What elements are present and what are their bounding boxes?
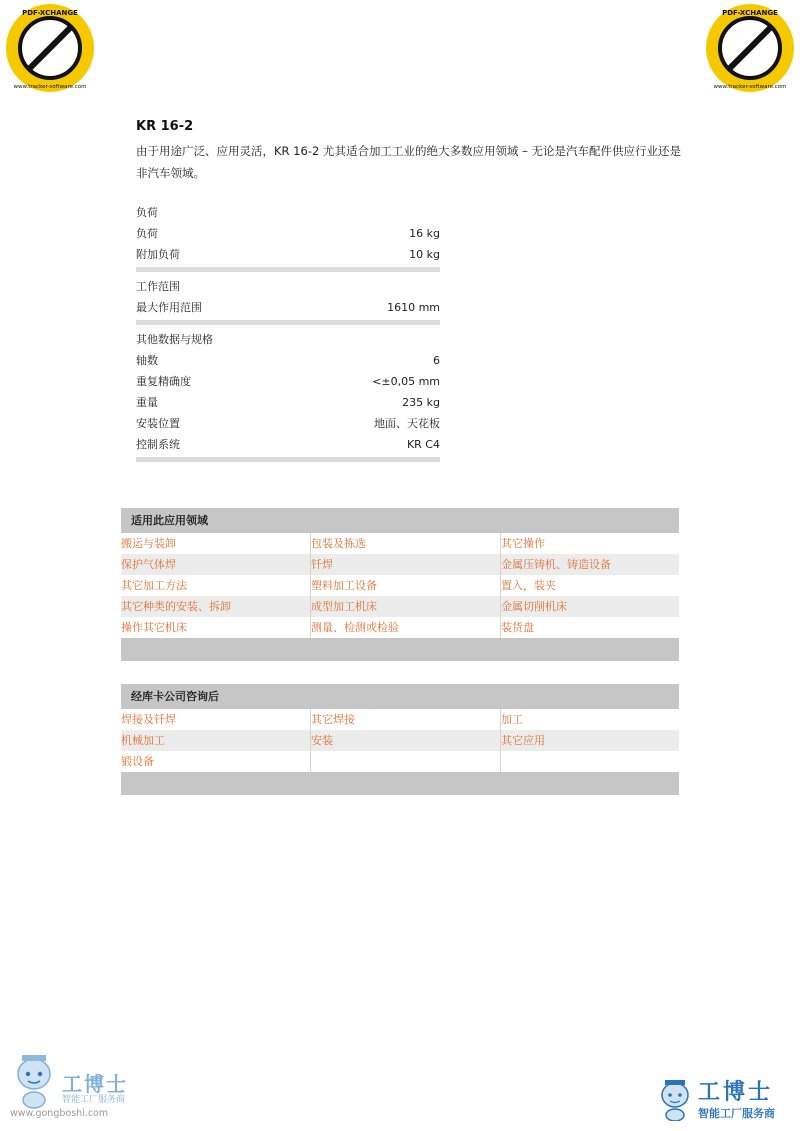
spec-heading: 负荷 (136, 206, 158, 219)
spec-label: 附加负荷 (136, 248, 180, 261)
application-link[interactable]: 成型加工机床 (311, 596, 501, 617)
spec-value: 235 kg (402, 396, 440, 409)
application-link[interactable]: 其它焊接 (311, 709, 501, 730)
mascot-icon (10, 1050, 58, 1110)
application-link[interactable]: 机械加工 (121, 730, 311, 751)
empty-cell (311, 751, 501, 772)
svg-text:PDF-XCHANGE: PDF-XCHANGE (722, 9, 778, 17)
table-footer-bar (121, 772, 679, 795)
table-row (121, 554, 679, 575)
consult-table (121, 684, 679, 795)
application-link[interactable]: 保护气体焊 (121, 554, 311, 575)
badge-seal-icon (704, 2, 796, 94)
logo-subtitle: 智能工厂服务商 (62, 1095, 126, 1105)
application-link[interactable]: 其它加工方法 (121, 575, 311, 596)
spec-label: 重量 (136, 396, 158, 409)
application-link[interactable]: 加工 (501, 713, 523, 726)
table-row (121, 730, 679, 751)
application-link[interactable]: 置入，装夹 (501, 579, 556, 592)
application-link[interactable]: 塑料加工设备 (311, 575, 501, 596)
svg-text:www.tracker-software.com: www.tracker-software.com (713, 84, 787, 90)
spec-value: <±0,05 mm (372, 375, 440, 388)
spec-label: 负荷 (136, 227, 158, 240)
spec-heading: 其他数据与规格 (136, 333, 213, 346)
table-row (121, 617, 679, 638)
spec-row (136, 350, 440, 371)
table-row (121, 533, 679, 554)
application-link[interactable]: 其它应用 (501, 734, 545, 747)
gongboshi-logo-right (656, 1075, 796, 1123)
logo-name: 工博士 (698, 1079, 774, 1105)
application-link[interactable]: 其它操作 (501, 537, 545, 550)
spec-row (136, 297, 440, 318)
applications-table (121, 508, 679, 661)
spec-row (136, 371, 440, 392)
badge-seal-icon (4, 2, 96, 94)
spec-value: 6 (433, 354, 440, 367)
spec-heading: 工作范围 (136, 280, 180, 293)
spec-divider (136, 457, 440, 462)
application-link[interactable]: 金属压铸机、铸造设备 (501, 558, 611, 571)
spec-divider (136, 320, 440, 325)
spec-label: 最大作用范围 (136, 301, 202, 314)
applications-heading: 适用此应用领域 (121, 508, 679, 533)
logo-subtitle: 智能工厂服务商 (698, 1107, 775, 1120)
application-link[interactable]: 钎焊 (311, 554, 501, 575)
application-link[interactable]: 测量、检测或检验 (311, 617, 501, 638)
pdf-xchange-badge-left[interactable] (4, 2, 96, 94)
application-link[interactable]: 金属切削机床 (501, 600, 567, 613)
spec-value: 地面、天花板 (374, 417, 440, 430)
application-link[interactable]: 安装 (311, 730, 501, 751)
spec-divider (136, 267, 440, 272)
application-link[interactable]: 操作其它机床 (121, 617, 311, 638)
spec-row (136, 223, 440, 244)
spec-label: 轴数 (136, 354, 158, 367)
pdf-xchange-badge-right[interactable] (704, 2, 796, 94)
spec-row (136, 244, 440, 265)
spec-table (136, 202, 440, 466)
spec-row (136, 434, 440, 455)
logo-url[interactable]: www.gongboshi.com (10, 1108, 109, 1119)
svg-text:PDF-XCHANGE: PDF-XCHANGE (22, 9, 78, 17)
logo-name: 工博士 (62, 1072, 128, 1096)
consult-heading: 经库卡公司咨询后 (121, 684, 679, 709)
svg-text:www.tracker-software.com: www.tracker-software.com (13, 84, 87, 90)
spec-row (136, 392, 440, 413)
empty-cell (501, 751, 679, 772)
application-link[interactable]: 搬运与装卸 (121, 533, 311, 554)
product-title: KR 16-2 (136, 119, 194, 134)
application-link[interactable]: 包装及拣选 (311, 533, 501, 554)
spec-label: 安装位置 (136, 417, 180, 430)
product-intro: 由于用途广泛、应用灵活，KR 16-2 尤其适合加工工业的绝大多数应用领域 – 无论是汽车配件供应行业还是非汽车领域。 (136, 144, 681, 180)
application-link[interactable]: 其它种类的安装、拆卸 (121, 596, 311, 617)
table-row (121, 575, 679, 596)
gongboshi-logo-left (10, 1050, 150, 1125)
spec-label: 重复精确度 (136, 375, 191, 388)
mascot-icon (656, 1077, 694, 1121)
table-footer-bar (121, 638, 679, 661)
table-row (121, 751, 679, 772)
application-link[interactable]: 焊接及钎焊 (121, 709, 311, 730)
table-row (121, 596, 679, 617)
spec-value: KR C4 (406, 438, 440, 451)
application-link[interactable]: 装货盘 (501, 621, 534, 634)
application-link[interactable]: 锻设备 (121, 751, 311, 772)
table-row (121, 709, 679, 730)
spec-value: 10 kg (409, 248, 440, 261)
spec-label: 控制系统 (136, 438, 180, 451)
spec-row (136, 413, 440, 434)
spec-value: 1610 mm (387, 301, 440, 314)
spec-value: 16 kg (409, 227, 440, 240)
